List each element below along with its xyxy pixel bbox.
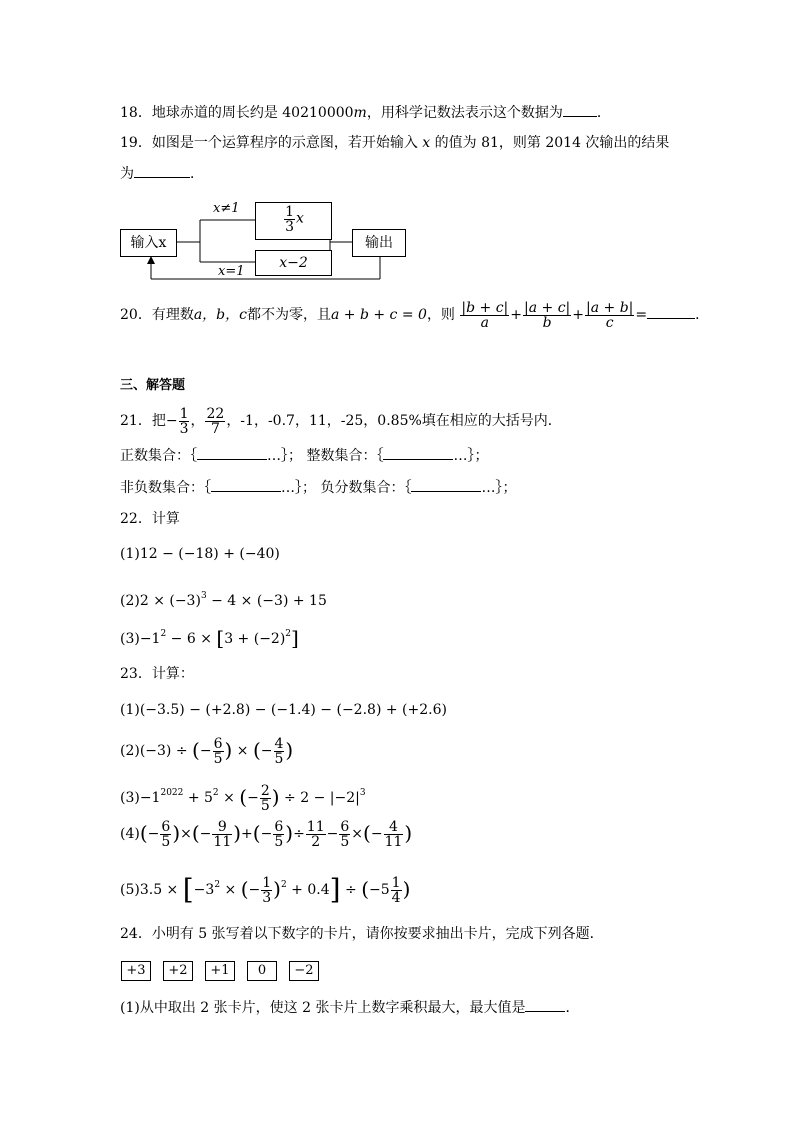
question-number: 23． xyxy=(120,666,152,682)
question-18: 18．地球赤道的周长约是 40210000m，用科学记数法表示这个数据为 ． xyxy=(120,102,611,123)
answer-blank[interactable] xyxy=(647,304,695,319)
sets-row-2: 非负数集合：｛ …｝； 负分数集合：｛ …｝； xyxy=(120,477,516,498)
nonnegative-set-blank[interactable] xyxy=(211,477,281,492)
card[interactable]: −2 xyxy=(289,961,319,981)
positive-set-blank[interactable] xyxy=(197,445,267,460)
question-number: 20． xyxy=(120,307,152,323)
number-cards xyxy=(121,960,331,981)
q23-part-2: (2)(−3) ÷ (− $\frac{6}{5}$ ) × (− $\frac{4}{5}$ ) xyxy=(120,735,294,767)
question-number: 22． xyxy=(120,511,152,527)
divide-by-three-box: $\frac{1}{3}$ x xyxy=(255,202,332,240)
card[interactable]: +2 xyxy=(163,961,193,981)
question-22: 22．计算 xyxy=(120,511,180,527)
sets-row-1: 正数集合：｛ …｝； 整数集合：｛ …｝； xyxy=(120,445,488,466)
q23-part-1: (1)(−3.5) − (+2.8) − (−1.4) − (−2.8) + (+2.6) xyxy=(120,702,447,718)
condition-equals-one: x=1 xyxy=(218,264,245,279)
question-23: 23．计算： xyxy=(120,666,194,682)
integer-set-blank[interactable] xyxy=(383,445,453,460)
question-number: 19． xyxy=(120,135,152,151)
q22-part-3: $(3)-1^2 - 6 \times [3 + (-2)^2]$ xyxy=(120,626,299,650)
q23-part-5: $(5)3.5 \times [-3^2$ × (− $\frac{1}{3}$ )$^2$ + 0.4] ÷ (−5 $\frac{1}{4}$ ) xyxy=(120,873,411,906)
question-number: 24． xyxy=(120,926,152,942)
q22-part-2: $(2)2 \times (-3)^3 - 4 \times (-3) + 15$ xyxy=(120,591,327,609)
minus-two-box: x−2 xyxy=(255,250,332,276)
input-box: 输入x xyxy=(120,229,177,257)
card[interactable]: +1 xyxy=(205,961,235,981)
question-number: 21． xyxy=(120,413,152,429)
q22-part-1: (1)12 − (−18) + (−40) xyxy=(120,546,280,562)
question-24: 24．小明有 5 张写着以下数字的卡片，请你按要求抽出卡片，完成下列各题． xyxy=(120,926,604,942)
question-number: 18． xyxy=(120,105,152,121)
condition-not-one: x≠1 xyxy=(213,201,240,216)
section-title: 三、解答题 xyxy=(120,378,186,393)
card[interactable]: 0 xyxy=(247,961,277,981)
q23-part-3: $(3)-1^{2022} + 5^2$ × (− $\frac{2}{5}$ ) ÷ $2 - |-2|^3$ xyxy=(120,782,366,814)
negative-fraction-set-blank[interactable] xyxy=(411,477,481,492)
output-box: 输出 xyxy=(352,229,406,257)
q24-part-1: (1)从中取出 2 张卡片，使这 2 张卡片上数字乘积最大，最大值是 ． xyxy=(120,997,579,1018)
question-19: 19．如图是一个运算程序的示意图，若开始输入 x 的值为 81，则第 2014 次输出的结果 xyxy=(120,135,670,151)
card[interactable]: +3 xyxy=(121,961,151,981)
question-20: 20．有理数a，b，c都不为零，且a + b + c = 0，则 $\frac{|b + c|}{a}$ + $\frac{|a + c|}{b}$ + $\frac{|a + b|}{c}$ = ． xyxy=(120,299,710,331)
question-19-cont: 为 ． xyxy=(120,163,204,184)
q23-part-4: (4)(− $\frac{6}{5}$ )×(− $\frac{9}{11}$ )+(− $\frac{6}{5}$ )÷ $\frac{11}{2}$ − $\frac{6}{5}$ ×(− $\frac{4}{11}$ ) xyxy=(120,818,413,850)
question-21: 21．把− $\frac{1}{3}$ ， $\frac{22}{7}$ ，-1，-0.7，11，-25，0.85%填在相应的大括号内． xyxy=(120,405,562,437)
answer-blank[interactable] xyxy=(525,997,565,1012)
